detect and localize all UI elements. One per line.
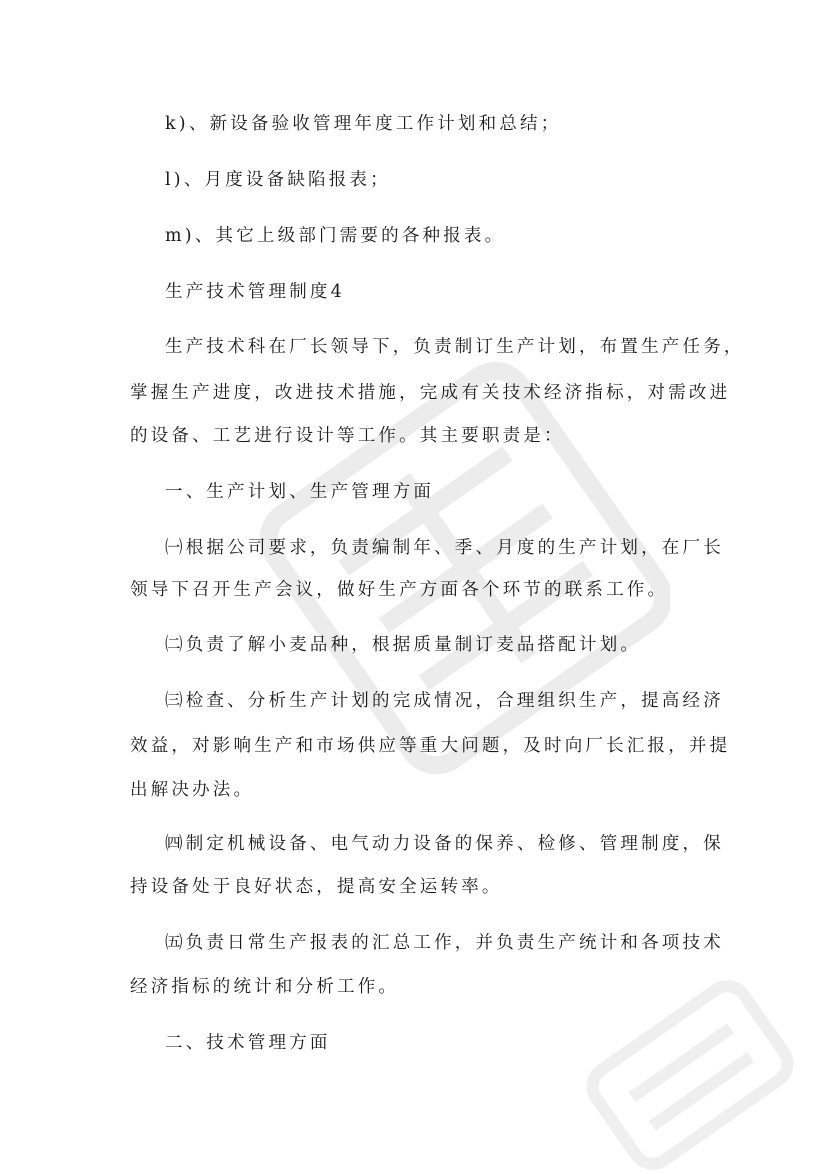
paragraph-line: ㈠根据公司要求，负责编制年、季、月度的生产计划，在厂长 — [165, 538, 724, 558]
list-item-m: m)、其它上级部门需要的各种报表。 — [165, 226, 506, 246]
paragraph-line: 领导下召开生产会议，做好生产方面各个环节的联系工作。 — [130, 580, 669, 600]
section-heading: 生产技术管理制度4 — [165, 282, 345, 302]
paragraph-line: 出解决办法。 — [130, 780, 255, 800]
subsection-heading: 二、技术管理方面 — [165, 1033, 331, 1053]
paragraph-line: 掌握生产进度，改进技术措施，完成有关技术经济指标，对需改进 — [130, 383, 731, 403]
paragraph-line: 持设备处于良好状态，提高安全运转率。 — [130, 877, 503, 897]
paragraph-line: 经济指标的统计和分析工作。 — [130, 977, 400, 997]
watermark-logo-icon-2 — [560, 980, 820, 1170]
paragraph-line: 效益，对影响生产和市场供应等重大问题，及时向厂长汇报，并提 — [130, 736, 731, 756]
paragraph-line: ㈤负责日常生产报表的汇总工作，并负责生产统计和各项技术 — [165, 933, 724, 953]
paragraph-line: ㈡负责了解小麦品种，根据质量制订麦品搭配计划。 — [165, 635, 642, 655]
subsection-heading: 一、生产计划、生产管理方面 — [165, 482, 435, 502]
list-item-k: k)、新设备验收管理年度工作计划和总结； — [165, 114, 562, 134]
paragraph-line: 生产技术科在厂长领导下，负责制订生产计划，布置生产任务， — [165, 337, 745, 357]
paragraph-line: 的设备、工艺进行设计等工作。其主要职责是： — [130, 426, 565, 446]
paragraph-line: ㈢检查、分析生产计划的完成情况，合理组织生产，提高经济 — [165, 691, 724, 711]
paragraph-line: ㈣制定机械设备、电气动力设备的保养、检修、管理制度，保 — [165, 834, 724, 854]
list-item-l: l)、月度设备缺陷报表； — [165, 170, 391, 190]
